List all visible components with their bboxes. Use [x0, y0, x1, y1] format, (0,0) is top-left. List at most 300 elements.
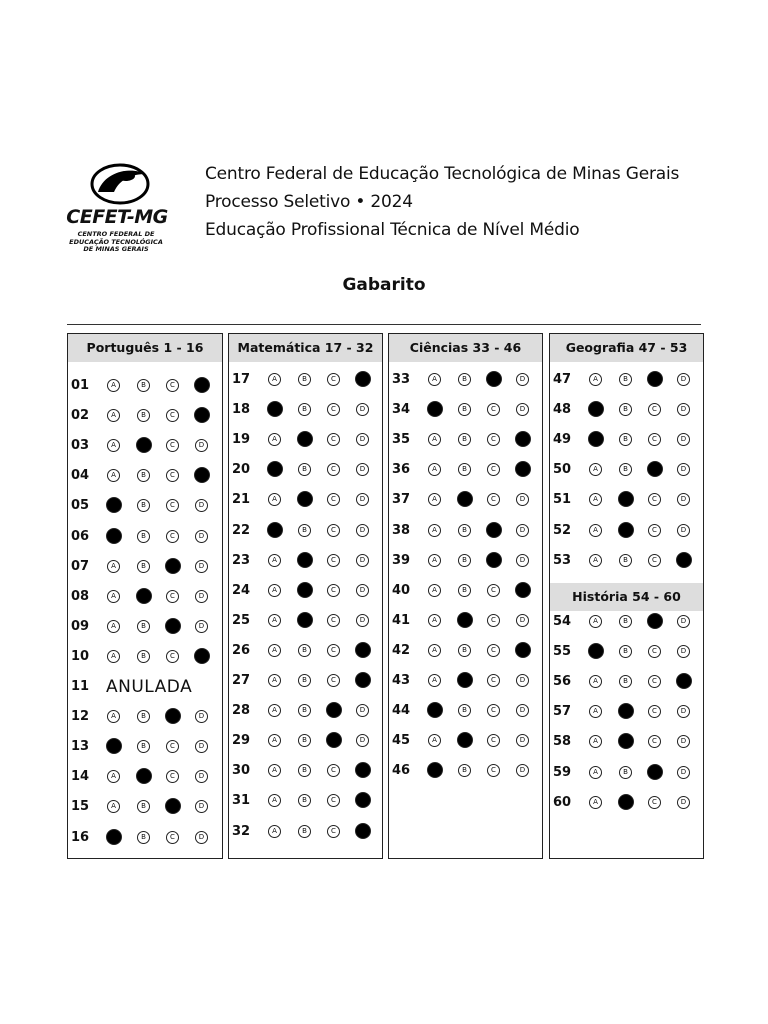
answer-bubble-marked: A — [267, 522, 283, 538]
answer-row — [71, 585, 222, 609]
answer-row — [553, 368, 703, 392]
answer-bubble: D — [516, 493, 529, 506]
answer-bubble-marked: B — [457, 732, 473, 748]
question-number: 42 — [392, 642, 411, 658]
answer-bubble-marked: A — [588, 643, 604, 659]
answer-bubble: D — [356, 614, 369, 627]
answer-bubble: C — [648, 675, 661, 688]
answer-bubble: C — [487, 644, 500, 657]
answer-bubble: C — [648, 554, 661, 567]
question-number: 59 — [553, 764, 572, 780]
answer-bubble: D — [677, 373, 690, 386]
answer-row — [553, 730, 703, 754]
answer-bubble: D — [677, 403, 690, 416]
answer-bubble: A — [428, 674, 441, 687]
answer-bubble: A — [107, 620, 120, 633]
answer-bubble: C — [166, 469, 179, 482]
answer-row — [232, 820, 382, 844]
question-number: 32 — [232, 823, 251, 839]
section-header: História 54 - 60 — [550, 583, 703, 611]
question-number: 10 — [71, 648, 90, 664]
answer-bubble-marked: B — [297, 491, 313, 507]
answer-bubble: D — [356, 734, 369, 747]
answer-column — [67, 333, 223, 859]
answer-bubble: D — [356, 554, 369, 567]
answer-row — [71, 645, 222, 669]
section-header: Português 1 - 16 — [68, 334, 222, 362]
answer-bubble-marked: A — [267, 461, 283, 477]
answer-bubble: D — [195, 620, 208, 633]
answer-bubble: C — [648, 403, 661, 416]
question-number: 08 — [71, 588, 90, 604]
answer-bubble: B — [137, 499, 150, 512]
answer-bubble: B — [298, 704, 311, 717]
question-number: 43 — [392, 673, 411, 688]
program-name: Educação Profissional Técnica de Nível Médio — [205, 220, 580, 240]
answer-row — [392, 639, 542, 663]
question-number: 21 — [232, 492, 251, 508]
answer-bubble: A — [428, 614, 441, 627]
answer-bubble: C — [487, 463, 500, 476]
answer-bubble: B — [137, 740, 150, 753]
answer-bubble: B — [137, 650, 150, 663]
section-header: Matemática 17 - 32 — [229, 334, 382, 362]
answer-bubble: D — [677, 433, 690, 446]
answer-bubble: C — [327, 554, 340, 567]
answer-bubble: B — [619, 675, 632, 688]
institution-name: Centro Federal de Educação Tecnológica de Minas Gerais — [205, 164, 680, 184]
answer-row — [232, 669, 382, 693]
answer-row — [553, 761, 703, 785]
answer-bubble-marked: D — [355, 371, 371, 387]
answer-bubble: A — [589, 796, 602, 809]
question-number: 33 — [392, 372, 411, 387]
answer-bubble: D — [356, 403, 369, 416]
logo-name: CEFET-MG — [66, 206, 168, 228]
answer-bubble: A — [428, 373, 441, 386]
answer-bubble: B — [137, 530, 150, 543]
answer-bubble: C — [166, 590, 179, 603]
answer-bubble: B — [298, 644, 311, 657]
answer-bubble-marked: D — [355, 823, 371, 839]
answer-bubble: A — [428, 554, 441, 567]
question-number: 39 — [392, 552, 411, 568]
question-number: 41 — [392, 612, 411, 628]
divider — [67, 324, 701, 325]
answer-bubble-marked: D — [355, 762, 371, 778]
answer-bubble-marked: A — [106, 528, 122, 544]
answer-bubble: B — [137, 469, 150, 482]
question-number: 50 — [553, 462, 572, 478]
cefet-mg-logo — [60, 162, 172, 254]
answer-bubble: A — [107, 590, 120, 603]
answer-bubble: B — [137, 379, 150, 392]
answer-bubble-marked: B — [457, 672, 473, 688]
question-number: 18 — [232, 402, 251, 418]
answer-bubble: B — [298, 825, 311, 838]
answer-row — [71, 705, 222, 729]
answer-row — [392, 699, 542, 723]
answer-bubble: D — [195, 800, 208, 813]
answer-column — [549, 333, 704, 859]
answer-row — [71, 615, 222, 639]
answer-row — [71, 464, 222, 488]
answer-bubble: D — [195, 710, 208, 723]
page-title: Gabarito — [342, 275, 426, 295]
answer-bubble-marked: C — [165, 708, 181, 724]
answer-bubble-marked: A — [106, 738, 122, 754]
answer-bubble-marked: B — [136, 437, 152, 453]
answer-bubble: D — [677, 735, 690, 748]
answer-row — [553, 549, 703, 573]
answer-bubble: D — [356, 584, 369, 597]
answer-bubble: D — [677, 463, 690, 476]
answer-bubble: D — [516, 734, 529, 747]
answer-row — [392, 428, 542, 452]
question-number: 38 — [392, 522, 411, 538]
answer-bubble: D — [195, 439, 208, 452]
question-number: 05 — [71, 498, 90, 514]
answer-bubble-marked: B — [457, 491, 473, 507]
answer-bubble: C — [327, 433, 340, 446]
answer-bubble-marked: B — [618, 794, 634, 810]
answer-bubble-marked: D — [194, 467, 210, 483]
answer-bubble-marked: A — [427, 702, 443, 718]
question-number: 22 — [232, 522, 251, 538]
answer-bubble: A — [589, 373, 602, 386]
logo-subtitle — [60, 231, 172, 254]
answer-row — [71, 404, 222, 428]
question-number: 30 — [232, 763, 251, 779]
question-number: 25 — [232, 612, 251, 628]
question-number: 29 — [232, 733, 251, 749]
answer-bubble: C — [327, 644, 340, 657]
answer-bubble: D — [677, 493, 690, 506]
answer-row — [71, 494, 222, 518]
answer-bubble: D — [677, 766, 690, 779]
question-number: 20 — [232, 462, 251, 478]
answer-bubble: B — [458, 433, 471, 446]
question-number: 16 — [71, 829, 90, 845]
answer-bubble-marked: C — [486, 371, 502, 387]
answer-bubble-marked: A — [267, 401, 283, 417]
question-number: 24 — [232, 582, 251, 598]
answer-bubble-marked: D — [515, 582, 531, 598]
answer-bubble: D — [677, 645, 690, 658]
answer-bubble: D — [356, 493, 369, 506]
answer-row — [232, 458, 382, 482]
answer-row — [553, 670, 703, 694]
answer-row — [232, 398, 382, 422]
answer-bubble: B — [458, 463, 471, 476]
answer-bubble: B — [298, 674, 311, 687]
answer-row — [232, 729, 382, 753]
answer-bubble: B — [137, 800, 150, 813]
answer-bubble: C — [487, 734, 500, 747]
answer-row — [392, 579, 542, 603]
answer-bubble-marked: D — [194, 377, 210, 393]
answer-bubble: C — [648, 735, 661, 748]
answer-bubble: A — [428, 734, 441, 747]
answer-row — [553, 428, 703, 452]
answer-bubble: A — [428, 493, 441, 506]
question-number: 47 — [553, 372, 572, 387]
answer-bubble: A — [268, 764, 281, 777]
answer-bubble: B — [619, 554, 632, 567]
answer-bubble-marked: B — [136, 588, 152, 604]
answer-bubble: D — [356, 463, 369, 476]
answer-row — [392, 458, 542, 482]
answer-bubble: A — [268, 794, 281, 807]
answer-bubble: B — [619, 373, 632, 386]
answer-row — [232, 519, 382, 543]
answer-bubble: B — [458, 524, 471, 537]
answer-bubble: B — [458, 403, 471, 416]
answer-row — [232, 579, 382, 603]
question-number: 57 — [553, 704, 572, 720]
answer-bubble-marked: A — [427, 401, 443, 417]
answer-row — [232, 609, 382, 633]
answer-bubble-marked: C — [647, 371, 663, 387]
answer-bubble: D — [516, 403, 529, 416]
answer-bubble: C — [166, 770, 179, 783]
answer-row — [553, 640, 703, 664]
question-number: 28 — [232, 703, 251, 719]
answer-row — [392, 759, 542, 783]
answer-bubble-marked: C — [486, 522, 502, 538]
answer-row — [392, 729, 542, 753]
answer-bubble: A — [589, 554, 602, 567]
answer-row — [392, 368, 542, 392]
answer-bubble: A — [268, 433, 281, 446]
answer-bubble: C — [327, 825, 340, 838]
answer-bubble: C — [648, 645, 661, 658]
answer-row — [553, 458, 703, 482]
answer-bubble: C — [487, 614, 500, 627]
question-number: 01 — [71, 378, 90, 393]
answer-bubble: B — [137, 710, 150, 723]
answer-bubble-marked: C — [486, 552, 502, 568]
question-number: 56 — [553, 674, 572, 690]
question-number: 27 — [232, 673, 251, 688]
question-number: 58 — [553, 734, 572, 750]
answer-bubble-marked: C — [326, 702, 342, 718]
answer-bubble-marked: D — [515, 431, 531, 447]
answer-bubble: A — [268, 644, 281, 657]
question-number: 06 — [71, 528, 90, 544]
answer-bubble: D — [195, 590, 208, 603]
answer-bubble: A — [589, 735, 602, 748]
answer-row — [392, 609, 542, 633]
answer-bubble: D — [195, 560, 208, 573]
answer-bubble: D — [195, 740, 208, 753]
answer-bubble: C — [487, 764, 500, 777]
answer-row — [232, 488, 382, 512]
answer-bubble-marked: D — [676, 552, 692, 568]
answer-row — [232, 549, 382, 573]
answer-bubble: A — [107, 650, 120, 663]
answer-bubble: A — [268, 614, 281, 627]
answer-bubble-marked: D — [355, 792, 371, 808]
question-number: 03 — [71, 438, 90, 454]
question-number: 49 — [553, 432, 572, 448]
question-number: 52 — [553, 522, 572, 538]
question-number: 15 — [71, 799, 90, 815]
answer-bubble-marked: B — [297, 612, 313, 628]
answer-bubble: D — [195, 831, 208, 844]
answer-bubble: C — [166, 379, 179, 392]
answer-bubble: B — [298, 463, 311, 476]
answer-bubble: C — [327, 463, 340, 476]
answer-bubble: B — [137, 409, 150, 422]
answer-bubble: A — [107, 439, 120, 452]
question-number: 34 — [392, 402, 411, 418]
answer-row — [71, 795, 222, 819]
answer-bubble: A — [428, 644, 441, 657]
answer-bubble: C — [327, 493, 340, 506]
answer-bubble: D — [356, 704, 369, 717]
answer-bubble-marked: C — [326, 732, 342, 748]
answer-bubble: B — [619, 645, 632, 658]
answer-row — [392, 519, 542, 543]
answer-bubble: C — [487, 674, 500, 687]
answer-row — [71, 765, 222, 789]
answer-bubble: C — [166, 831, 179, 844]
answer-bubble-marked: D — [676, 673, 692, 689]
answer-bubble: B — [458, 584, 471, 597]
answer-bubble: A — [268, 493, 281, 506]
question-number: 40 — [392, 582, 411, 598]
question-number: 04 — [71, 468, 90, 484]
answer-bubble: D — [516, 764, 529, 777]
answer-bubble: B — [619, 463, 632, 476]
logo-subtitle-line: EDUCAÇÃO TECNOLÓGICA — [69, 237, 163, 246]
answer-row — [553, 610, 703, 634]
answer-bubble: C — [327, 524, 340, 537]
answer-bubble: D — [677, 705, 690, 718]
answer-bubble-marked: C — [165, 798, 181, 814]
section-header: Ciências 33 - 46 — [389, 334, 542, 362]
answer-bubble: B — [619, 433, 632, 446]
logo-subtitle-line: DE MINAS GERAIS — [83, 245, 149, 253]
answer-bubble: D — [677, 796, 690, 809]
answer-row — [71, 675, 222, 699]
answer-bubble: A — [428, 433, 441, 446]
answer-bubble: C — [487, 493, 500, 506]
answer-bubble-marked: B — [136, 768, 152, 784]
answer-bubble: C — [327, 764, 340, 777]
answer-row — [553, 700, 703, 724]
answer-bubble-marked: B — [457, 612, 473, 628]
answer-bubble-marked: A — [106, 829, 122, 845]
question-number: 51 — [553, 492, 572, 508]
answer-bubble: D — [516, 674, 529, 687]
answer-bubble: C — [487, 584, 500, 597]
answer-row — [232, 699, 382, 723]
answer-bubble: D — [356, 433, 369, 446]
answer-row — [71, 374, 222, 398]
answer-bubble: C — [487, 704, 500, 717]
answer-bubble: C — [487, 433, 500, 446]
answer-bubble: C — [327, 373, 340, 386]
question-number: 44 — [392, 703, 411, 719]
answer-bubble-marked: C — [165, 558, 181, 574]
question-number: 02 — [71, 408, 90, 424]
answer-row — [71, 525, 222, 549]
answer-row — [553, 791, 703, 815]
question-number: 07 — [71, 558, 90, 574]
answer-bubble: A — [428, 584, 441, 597]
answer-row — [232, 368, 382, 392]
answer-bubble: A — [428, 463, 441, 476]
answer-bubble-marked: B — [618, 703, 634, 719]
answer-bubble: A — [268, 734, 281, 747]
answer-bubble-marked: D — [515, 461, 531, 477]
question-number: 19 — [232, 432, 251, 448]
answer-row — [71, 735, 222, 759]
answer-bubble-marked: D — [355, 672, 371, 688]
answer-bubble: D — [516, 704, 529, 717]
answer-row — [232, 639, 382, 663]
answer-row — [71, 826, 222, 850]
answer-bubble: B — [298, 734, 311, 747]
answer-bubble-marked: B — [618, 491, 634, 507]
answer-bubble: C — [166, 439, 179, 452]
answer-bubble-marked: D — [515, 642, 531, 658]
answer-row — [553, 398, 703, 422]
answer-bubble: A — [268, 825, 281, 838]
answer-bubble: B — [458, 554, 471, 567]
answer-bubble: D — [677, 615, 690, 628]
answer-bubble: D — [195, 499, 208, 512]
answer-bubble: C — [327, 584, 340, 597]
answer-bubble: C — [166, 409, 179, 422]
answer-bubble: A — [107, 379, 120, 392]
answer-bubble: C — [648, 705, 661, 718]
answer-bubble: C — [166, 499, 179, 512]
question-number: 12 — [71, 709, 90, 725]
answer-bubble: A — [268, 704, 281, 717]
answer-bubble: A — [428, 524, 441, 537]
answer-column — [228, 333, 383, 859]
answer-bubble: A — [268, 554, 281, 567]
answer-bubble-marked: A — [588, 431, 604, 447]
question-number: 09 — [71, 618, 90, 634]
answer-bubble: D — [195, 530, 208, 543]
question-number: 54 — [553, 614, 572, 629]
answer-column — [388, 333, 543, 859]
logo-mark-icon — [90, 162, 150, 206]
answer-bubble: A — [589, 705, 602, 718]
answer-bubble: A — [107, 800, 120, 813]
answer-bubble-marked: D — [355, 642, 371, 658]
answer-bubble: C — [327, 403, 340, 416]
question-number: 53 — [553, 552, 572, 568]
answer-bubble: A — [268, 373, 281, 386]
answer-bubble: A — [107, 560, 120, 573]
question-number: 23 — [232, 552, 251, 568]
answer-bubble: A — [107, 770, 120, 783]
answer-bubble: C — [648, 433, 661, 446]
answer-bubble-marked: D — [194, 648, 210, 664]
question-number: 11 — [71, 679, 90, 694]
answer-row — [232, 428, 382, 452]
question-number: 48 — [553, 402, 572, 418]
answer-bubble: A — [107, 469, 120, 482]
question-number: 46 — [392, 763, 411, 779]
question-number: 35 — [392, 432, 411, 448]
answer-bubble: C — [327, 794, 340, 807]
